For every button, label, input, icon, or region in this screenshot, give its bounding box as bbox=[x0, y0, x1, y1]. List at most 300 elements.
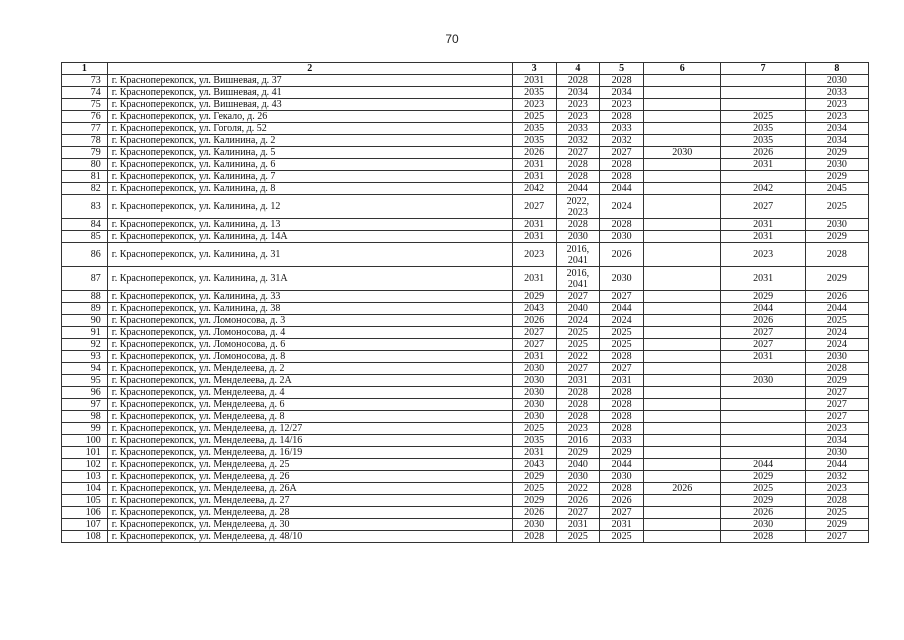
address-cell: г. Красноперекопск, ул. Менделеева, д. 25 bbox=[107, 459, 512, 471]
col5-cell: 2031 bbox=[600, 375, 644, 387]
col5-cell: 2044 bbox=[600, 303, 644, 315]
col7-cell bbox=[721, 447, 805, 459]
address-cell: г. Красноперекопск, ул. Менделеева, д. 48/10 bbox=[107, 531, 512, 543]
address-cell: г. Красноперекопск, ул. Ломоносова, д. 8 bbox=[107, 351, 512, 363]
col7-cell bbox=[721, 411, 805, 423]
col3-cell: 2029 bbox=[512, 495, 556, 507]
col5-cell: 2028 bbox=[600, 399, 644, 411]
col4-cell: 2028 bbox=[556, 399, 600, 411]
address-cell: г. Красноперекопск, ул. Калинина, д. 2 bbox=[107, 135, 512, 147]
col-header-4: 4 bbox=[556, 63, 600, 75]
col8-cell: 2027 bbox=[805, 399, 868, 411]
col5-cell: 2044 bbox=[600, 459, 644, 471]
col8-cell: 2033 bbox=[805, 87, 868, 99]
col7-cell bbox=[721, 75, 805, 87]
table-row bbox=[62, 135, 869, 147]
table-row bbox=[62, 483, 869, 495]
table-row bbox=[62, 495, 869, 507]
table-row bbox=[62, 387, 869, 399]
col5-cell: 2027 bbox=[600, 363, 644, 375]
col8-cell: 2026 bbox=[805, 291, 868, 303]
col4-cell bbox=[556, 243, 600, 267]
col4-cell: 2033 bbox=[556, 123, 600, 135]
table-row bbox=[62, 159, 869, 171]
col4-cell: 2027 bbox=[556, 363, 600, 375]
col6-cell bbox=[644, 339, 721, 351]
address-cell: г. Красноперекопск, ул. Менделеева, д. 27 bbox=[107, 495, 512, 507]
col3-cell: 2025 bbox=[512, 423, 556, 435]
col7-cell: 2031 bbox=[721, 267, 805, 291]
row-number: 75 bbox=[62, 99, 108, 111]
col6-cell bbox=[644, 315, 721, 327]
col8-cell: 2032 bbox=[805, 471, 868, 483]
col3-cell: 2031 bbox=[512, 159, 556, 171]
col6-cell bbox=[644, 531, 721, 543]
col4-cell: 2016 bbox=[556, 435, 600, 447]
row-number: 93 bbox=[62, 351, 108, 363]
col6-cell bbox=[644, 303, 721, 315]
row-number: 94 bbox=[62, 363, 108, 375]
table-row bbox=[62, 351, 869, 363]
col-header-3: 3 bbox=[512, 63, 556, 75]
col7-cell: 2026 bbox=[721, 315, 805, 327]
col5-cell: 2023 bbox=[600, 99, 644, 111]
table-row bbox=[62, 303, 869, 315]
col7-cell: 2031 bbox=[721, 351, 805, 363]
col5-cell: 2028 bbox=[600, 171, 644, 183]
address-cell: г. Красноперекопск, ул. Вишневая, д. 43 bbox=[107, 99, 512, 111]
col8-cell: 2030 bbox=[805, 219, 868, 231]
row-number: 76 bbox=[62, 111, 108, 123]
address-cell: г. Красноперекопск, ул. Менделеева, д. 30 bbox=[107, 519, 512, 531]
address-cell: г. Красноперекопск, ул. Менделеева, д. 14/16 bbox=[107, 435, 512, 447]
table-row bbox=[62, 315, 869, 327]
row-number: 79 bbox=[62, 147, 108, 159]
col7-cell: 2025 bbox=[721, 111, 805, 123]
col7-cell: 2025 bbox=[721, 483, 805, 495]
col8-cell: 2025 bbox=[805, 507, 868, 519]
col5-cell: 2029 bbox=[600, 447, 644, 459]
col3-cell: 2028 bbox=[512, 531, 556, 543]
col3-cell: 2031 bbox=[512, 75, 556, 87]
row-number: 87 bbox=[62, 267, 108, 291]
col6-cell bbox=[644, 171, 721, 183]
col6-cell bbox=[644, 363, 721, 375]
col6-cell bbox=[644, 231, 721, 243]
col7-cell: 2029 bbox=[721, 291, 805, 303]
col3-cell: 2027 bbox=[512, 327, 556, 339]
col-header-8: 8 bbox=[805, 63, 868, 75]
col3-cell: 2027 bbox=[512, 339, 556, 351]
col8-cell: 2025 bbox=[805, 315, 868, 327]
table-row bbox=[62, 435, 869, 447]
col3-cell: 2031 bbox=[512, 351, 556, 363]
col3-cell: 2025 bbox=[512, 483, 556, 495]
row-number: 84 bbox=[62, 219, 108, 231]
col8-cell: 2029 bbox=[805, 375, 868, 387]
page-number: 70 bbox=[445, 32, 459, 46]
col3-cell: 2023 bbox=[512, 243, 556, 267]
col4-cell: 2027 bbox=[556, 291, 600, 303]
table-row bbox=[62, 75, 869, 87]
col7-cell: 2035 bbox=[721, 135, 805, 147]
table-row bbox=[62, 327, 869, 339]
col8-cell: 2027 bbox=[805, 387, 868, 399]
col6-cell bbox=[644, 99, 721, 111]
col3-cell: 2031 bbox=[512, 267, 556, 291]
row-number: 108 bbox=[62, 531, 108, 543]
table-row bbox=[62, 447, 869, 459]
col4-cell: 2040 bbox=[556, 459, 600, 471]
col-header-6: 6 bbox=[644, 63, 721, 75]
col3-cell: 2030 bbox=[512, 411, 556, 423]
col4-line: 2016, bbox=[566, 243, 590, 255]
col6-cell bbox=[644, 75, 721, 87]
table-row bbox=[62, 411, 869, 423]
col3-cell: 2035 bbox=[512, 87, 556, 99]
col8-cell: 2034 bbox=[805, 435, 868, 447]
row-number: 105 bbox=[62, 495, 108, 507]
col8-cell: 2027 bbox=[805, 531, 868, 543]
row-number: 91 bbox=[62, 327, 108, 339]
col3-cell: 2025 bbox=[512, 111, 556, 123]
col4-cell: 2028 bbox=[556, 411, 600, 423]
col8-cell: 2045 bbox=[805, 183, 868, 195]
col8-cell: 2029 bbox=[805, 267, 868, 291]
address-cell: г. Красноперекопск, ул. Ломоносова, д. 6 bbox=[107, 339, 512, 351]
col4-cell: 2027 bbox=[556, 147, 600, 159]
col4-cell: 2030 bbox=[556, 231, 600, 243]
address-cell: г. Красноперекопск, ул. Менделеева, д. 4 bbox=[107, 387, 512, 399]
col4-cell: 2040 bbox=[556, 303, 600, 315]
address-cell: г. Красноперекопск, ул. Менделеева, д. 2А bbox=[107, 375, 512, 387]
col8-cell: 2023 bbox=[805, 423, 868, 435]
col5-cell: 2028 bbox=[600, 111, 644, 123]
address-cell: г. Красноперекопск, ул. Вишневая, д. 41 bbox=[107, 87, 512, 99]
col4-line: 2022, bbox=[566, 195, 590, 207]
col8-cell: 2034 bbox=[805, 135, 868, 147]
row-number: 104 bbox=[62, 483, 108, 495]
col7-cell: 2029 bbox=[721, 471, 805, 483]
address-cell: г. Красноперекопск, ул. Калинина, д. 5 bbox=[107, 147, 512, 159]
address-cell: г. Красноперекопск, ул. Калинина, д. 33 bbox=[107, 291, 512, 303]
row-number: 85 bbox=[62, 231, 108, 243]
col6-cell bbox=[644, 387, 721, 399]
col4-line: 2041 bbox=[567, 278, 588, 290]
col3-cell: 2023 bbox=[512, 99, 556, 111]
col4-cell: 2028 bbox=[556, 387, 600, 399]
col5-cell: 2027 bbox=[600, 507, 644, 519]
col4-cell: 2044 bbox=[556, 183, 600, 195]
col8-cell: 2044 bbox=[805, 459, 868, 471]
col3-cell: 2042 bbox=[512, 183, 556, 195]
col5-cell: 2024 bbox=[600, 195, 644, 219]
col7-cell: 2027 bbox=[721, 339, 805, 351]
col5-cell: 2030 bbox=[600, 231, 644, 243]
table-row bbox=[62, 363, 869, 375]
col6-cell bbox=[644, 507, 721, 519]
table-row bbox=[62, 111, 869, 123]
col3-cell: 2031 bbox=[512, 219, 556, 231]
col4-line: 2041 bbox=[567, 254, 588, 266]
address-cell: г. Красноперекопск, ул. Ломоносова, д. 3 bbox=[107, 315, 512, 327]
address-cell: г. Красноперекопск, ул. Менделеева, д. 26А bbox=[107, 483, 512, 495]
col3-cell: 2030 bbox=[512, 519, 556, 531]
col7-cell: 2029 bbox=[721, 495, 805, 507]
row-number: 95 bbox=[62, 375, 108, 387]
col4-cell: 2028 bbox=[556, 159, 600, 171]
col8-cell: 2028 bbox=[805, 363, 868, 375]
col3-cell: 2030 bbox=[512, 387, 556, 399]
col6-cell bbox=[644, 399, 721, 411]
col8-cell: 2028 bbox=[805, 243, 868, 267]
col4-cell bbox=[556, 195, 600, 219]
col7-cell bbox=[721, 399, 805, 411]
col7-cell: 2027 bbox=[721, 327, 805, 339]
col6-cell bbox=[644, 267, 721, 291]
col4-cell: 2027 bbox=[556, 507, 600, 519]
address-cell: г. Красноперекопск, ул. Калинина, д. 31А bbox=[107, 267, 512, 291]
row-number: 101 bbox=[62, 447, 108, 459]
col8-cell: 2027 bbox=[805, 411, 868, 423]
col7-cell: 2023 bbox=[721, 243, 805, 267]
header-row bbox=[62, 63, 869, 75]
col5-cell: 2024 bbox=[600, 315, 644, 327]
col5-cell: 2028 bbox=[600, 387, 644, 399]
row-number: 97 bbox=[62, 399, 108, 411]
col4-cell: 2024 bbox=[556, 315, 600, 327]
table-row bbox=[62, 147, 869, 159]
table-row bbox=[62, 123, 869, 135]
col6-cell bbox=[644, 327, 721, 339]
col3-cell: 2031 bbox=[512, 171, 556, 183]
address-cell: г. Красноперекопск, ул. Калинина, д. 31 bbox=[107, 243, 512, 267]
col8-cell: 2023 bbox=[805, 111, 868, 123]
col5-cell: 2028 bbox=[600, 423, 644, 435]
col6-cell bbox=[644, 219, 721, 231]
row-number: 78 bbox=[62, 135, 108, 147]
col3-cell: 2035 bbox=[512, 123, 556, 135]
col7-cell: 2031 bbox=[721, 219, 805, 231]
col7-cell bbox=[721, 99, 805, 111]
col6-cell bbox=[644, 135, 721, 147]
col3-cell: 2031 bbox=[512, 231, 556, 243]
row-number: 90 bbox=[62, 315, 108, 327]
row-number: 99 bbox=[62, 423, 108, 435]
address-cell: г. Красноперекопск, ул. Калинина, д. 13 bbox=[107, 219, 512, 231]
col4-cell bbox=[556, 267, 600, 291]
col7-cell bbox=[721, 363, 805, 375]
address-cell: г. Красноперекопск, ул. Менделеева, д. 12/27 bbox=[107, 423, 512, 435]
col8-cell: 2034 bbox=[805, 123, 868, 135]
col4-cell: 2025 bbox=[556, 339, 600, 351]
table-row bbox=[62, 267, 869, 291]
col8-cell: 2029 bbox=[805, 231, 868, 243]
col3-cell: 2030 bbox=[512, 399, 556, 411]
address-cell: г. Красноперекопск, ул. Гекало, д. 26 bbox=[107, 111, 512, 123]
col3-cell: 2030 bbox=[512, 375, 556, 387]
col5-cell: 2027 bbox=[600, 147, 644, 159]
col8-cell: 2029 bbox=[805, 519, 868, 531]
col6-cell bbox=[644, 411, 721, 423]
row-number: 106 bbox=[62, 507, 108, 519]
col4-cell: 2029 bbox=[556, 447, 600, 459]
col4-line: 2016, bbox=[566, 267, 590, 279]
col4-cell: 2028 bbox=[556, 219, 600, 231]
col6-cell bbox=[644, 471, 721, 483]
row-number: 92 bbox=[62, 339, 108, 351]
col4-cell: 2023 bbox=[556, 111, 600, 123]
col6-cell bbox=[644, 447, 721, 459]
col6-cell bbox=[644, 291, 721, 303]
table-row bbox=[62, 243, 869, 267]
col6-cell bbox=[644, 435, 721, 447]
col8-cell: 2030 bbox=[805, 351, 868, 363]
col6-cell bbox=[644, 423, 721, 435]
address-cell: г. Красноперекопск, ул. Калинина, д. 7 bbox=[107, 171, 512, 183]
col4-cell: 2025 bbox=[556, 327, 600, 339]
col5-cell: 2026 bbox=[600, 243, 644, 267]
row-number: 83 bbox=[62, 195, 108, 219]
address-cell: г. Красноперекопск, ул. Менделеева, д. 26 bbox=[107, 471, 512, 483]
address-cell: г. Красноперекопск, ул. Менделеева, д. 28 bbox=[107, 507, 512, 519]
table-row bbox=[62, 183, 869, 195]
col5-cell: 2032 bbox=[600, 135, 644, 147]
col4-cell: 2032 bbox=[556, 135, 600, 147]
col8-cell: 2024 bbox=[805, 339, 868, 351]
col3-cell: 2043 bbox=[512, 303, 556, 315]
row-number: 74 bbox=[62, 87, 108, 99]
col3-cell: 2029 bbox=[512, 291, 556, 303]
col5-cell: 2028 bbox=[600, 351, 644, 363]
row-number: 103 bbox=[62, 471, 108, 483]
col3-cell: 2026 bbox=[512, 507, 556, 519]
col5-cell: 2030 bbox=[600, 471, 644, 483]
col8-cell: 2023 bbox=[805, 99, 868, 111]
col3-cell: 2029 bbox=[512, 471, 556, 483]
col7-cell bbox=[721, 87, 805, 99]
table-row bbox=[62, 375, 869, 387]
table-row bbox=[62, 195, 869, 219]
col3-cell: 2026 bbox=[512, 147, 556, 159]
address-cell: г. Красноперекопск, ул. Менделеева, д. 6 bbox=[107, 399, 512, 411]
col7-cell bbox=[721, 171, 805, 183]
col5-cell: 2028 bbox=[600, 75, 644, 87]
row-number: 100 bbox=[62, 435, 108, 447]
address-cell: г. Красноперекопск, ул. Менделеева, д. 8 bbox=[107, 411, 512, 423]
address-cell: г. Красноперекопск, ул. Калинина, д. 38 bbox=[107, 303, 512, 315]
address-cell: г. Красноперекопск, ул. Менделеева, д. 16/19 bbox=[107, 447, 512, 459]
table-row bbox=[62, 231, 869, 243]
col6-cell bbox=[644, 111, 721, 123]
col6-cell bbox=[644, 375, 721, 387]
col5-cell: 2044 bbox=[600, 183, 644, 195]
housing-table bbox=[61, 62, 869, 543]
col5-cell: 2033 bbox=[600, 435, 644, 447]
table-row bbox=[62, 531, 869, 543]
col4-cell: 2022 bbox=[556, 483, 600, 495]
col6-cell bbox=[644, 519, 721, 531]
col4-cell: 2025 bbox=[556, 531, 600, 543]
table-row bbox=[62, 87, 869, 99]
table-row bbox=[62, 399, 869, 411]
col7-cell: 2044 bbox=[721, 459, 805, 471]
col4-line: 2023 bbox=[567, 206, 588, 218]
table-body bbox=[62, 75, 869, 543]
address-cell: г. Красноперекопск, ул. Калинина, д. 12 bbox=[107, 195, 512, 219]
col7-cell bbox=[721, 387, 805, 399]
col8-cell: 2028 bbox=[805, 495, 868, 507]
col6-cell bbox=[644, 123, 721, 135]
col8-cell: 2030 bbox=[805, 447, 868, 459]
col7-cell: 2035 bbox=[721, 123, 805, 135]
row-number: 80 bbox=[62, 159, 108, 171]
col5-cell: 2028 bbox=[600, 483, 644, 495]
col3-cell: 2043 bbox=[512, 459, 556, 471]
col7-cell: 2031 bbox=[721, 159, 805, 171]
address-cell: г. Красноперекопск, ул. Менделеева, д. 2 bbox=[107, 363, 512, 375]
col6-cell bbox=[644, 183, 721, 195]
col3-cell: 2027 bbox=[512, 195, 556, 219]
table-row bbox=[62, 99, 869, 111]
col4-cell: 2023 bbox=[556, 423, 600, 435]
col4-cell: 2031 bbox=[556, 519, 600, 531]
col4-cell: 2034 bbox=[556, 87, 600, 99]
row-number: 82 bbox=[62, 183, 108, 195]
col6-cell bbox=[644, 243, 721, 267]
col8-cell: 2029 bbox=[805, 147, 868, 159]
col6-cell: 2030 bbox=[644, 147, 721, 159]
row-number: 102 bbox=[62, 459, 108, 471]
table-row bbox=[62, 471, 869, 483]
col7-cell: 2042 bbox=[721, 183, 805, 195]
col-header-7: 7 bbox=[721, 63, 805, 75]
col5-cell: 2033 bbox=[600, 123, 644, 135]
col7-cell: 2026 bbox=[721, 147, 805, 159]
col7-cell: 2026 bbox=[721, 507, 805, 519]
table-row bbox=[62, 219, 869, 231]
col4-cell: 2031 bbox=[556, 375, 600, 387]
row-number: 81 bbox=[62, 171, 108, 183]
col6-cell: 2026 bbox=[644, 483, 721, 495]
col5-cell: 2025 bbox=[600, 327, 644, 339]
row-number: 96 bbox=[62, 387, 108, 399]
col8-cell: 2024 bbox=[805, 327, 868, 339]
col4-cell: 2028 bbox=[556, 75, 600, 87]
col6-cell bbox=[644, 351, 721, 363]
table-row bbox=[62, 339, 869, 351]
address-cell: г. Красноперекопск, ул. Калинина, д. 6 bbox=[107, 159, 512, 171]
address-cell: г. Красноперекопск, ул. Гоголя, д. 52 bbox=[107, 123, 512, 135]
col3-cell: 2035 bbox=[512, 135, 556, 147]
col4-cell: 2028 bbox=[556, 171, 600, 183]
col4-cell: 2030 bbox=[556, 471, 600, 483]
address-cell: г. Красноперекопск, ул. Калинина, д. 14А bbox=[107, 231, 512, 243]
col5-cell: 2025 bbox=[600, 339, 644, 351]
col3-cell: 2035 bbox=[512, 435, 556, 447]
table-row bbox=[62, 423, 869, 435]
col7-cell: 2044 bbox=[721, 303, 805, 315]
row-number: 88 bbox=[62, 291, 108, 303]
col5-cell: 2030 bbox=[600, 267, 644, 291]
col-header-5: 5 bbox=[600, 63, 644, 75]
col7-cell: 2031 bbox=[721, 231, 805, 243]
col8-cell: 2030 bbox=[805, 75, 868, 87]
col3-cell: 2026 bbox=[512, 315, 556, 327]
table-row bbox=[62, 459, 869, 471]
col7-cell: 2030 bbox=[721, 519, 805, 531]
col5-cell: 2031 bbox=[600, 519, 644, 531]
